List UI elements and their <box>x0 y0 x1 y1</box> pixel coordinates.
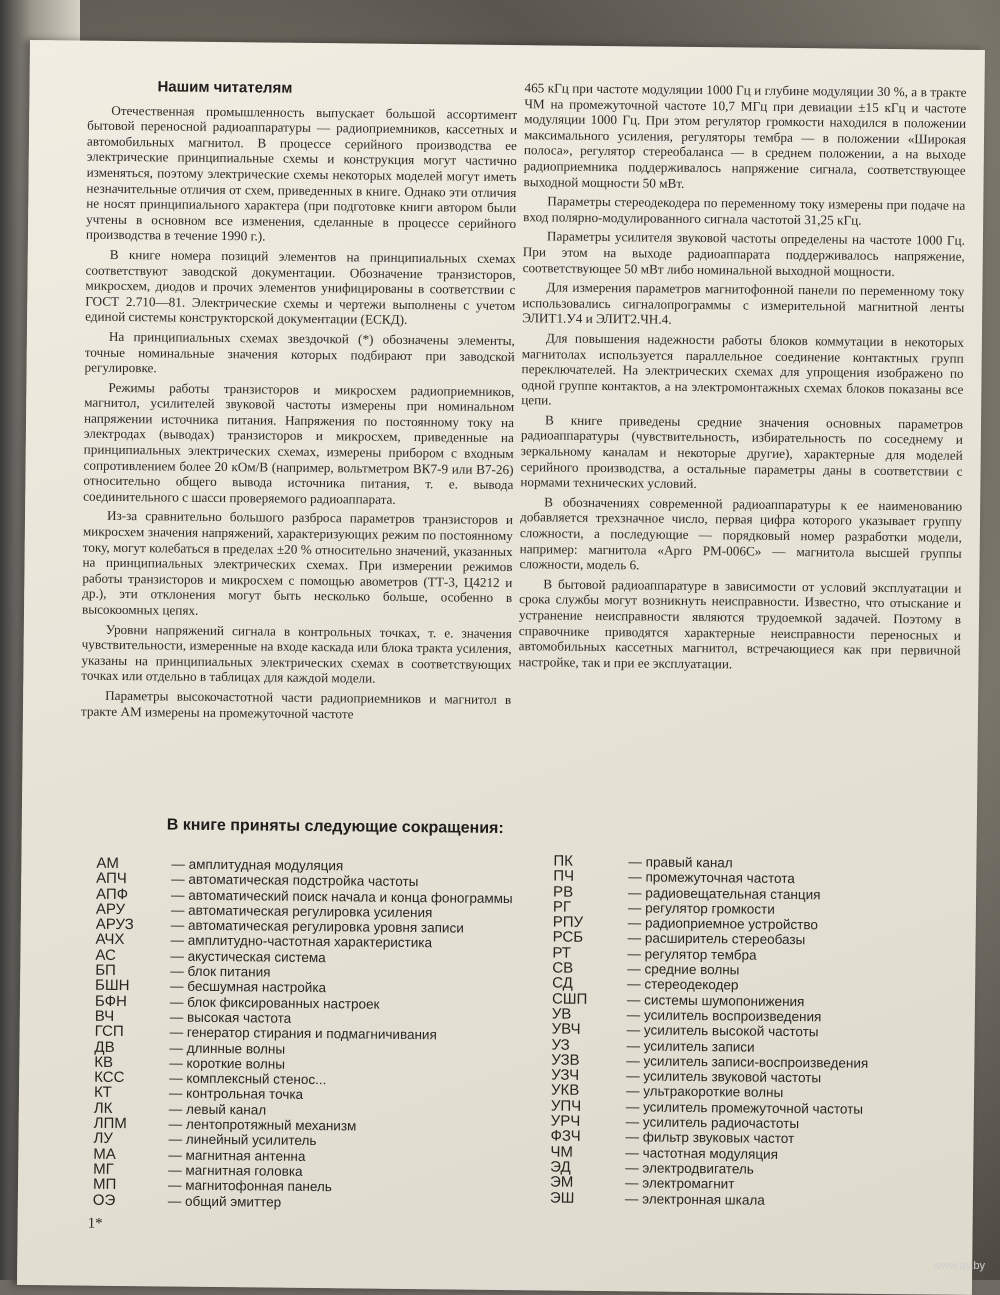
abbreviation-key: БШН <box>95 978 170 994</box>
abbreviation-key: РТ <box>552 945 627 961</box>
abbreviation-key: УВЧ <box>552 1022 627 1038</box>
abbreviation-definition: — электродвигатель <box>625 1160 970 1179</box>
paragraph: Из-за сравнительно большого разброса параметров транзисторов и микросхем значения напряжений, характеризующих режим по постоянному току, могут колебаться в пределах ±20 % относительно значений, указанных на принципиальных электрических схемах. При измерении режимов работы транзисторов и микросхем с помощью авометров (ТТ-3, Ц4212 и др.), эти отклонения могут быть несколько больше, особенно в высокоомных цепях. <box>82 508 513 622</box>
abbreviation-key: ЛУ <box>93 1131 168 1147</box>
abbreviation-key: ОЭ <box>93 1192 168 1208</box>
abbreviation-definition: — амплитудная модуляция <box>171 857 536 876</box>
abbreviation-key: ЭМ <box>550 1175 625 1191</box>
abbreviation-key: АРУ <box>96 902 171 918</box>
page-number: 1* <box>88 1216 103 1233</box>
abbreviation-key: АЧХ <box>96 932 171 948</box>
abbreviation-definition: — амплитудно-частотная характеристика <box>170 933 535 952</box>
abbreviations-right-list <box>550 854 974 1210</box>
abbreviation-key: ДВ <box>94 1039 169 1055</box>
paragraph: Уровни напряжений сигнала в контрольных точках, т. е. значения чувствительности, измеренные на входе каскада или блока тракта усиления, указаны на принципиальных электрических схемах в соответствующих точках или отдельно в таблицах для каждой модели. <box>81 621 512 688</box>
abbreviation-definition: — усилитель воспроизведения <box>627 1007 972 1026</box>
abbreviation-row <box>550 1190 970 1210</box>
abbreviation-key: УРЧ <box>551 1114 626 1130</box>
abbreviation-key: ЭШ <box>550 1190 625 1206</box>
paragraph: В обозначениях современной радиоаппаратуры к ее наименованию добавляется трехзначное число, первая цифра которого указывает группу сложности, а последующие — порядковый номер разработки модели, например: магнитола «Арго РМ-006С» — магнитола высшей группы сложности, модель 6. <box>519 494 962 577</box>
paragraph: Для измерения параметров магнитофонной панели по переменному току использовались сигналопрограммы с измерительной магнитной ленты ЭЛИТ1.У4 и ЭЛИТ2.ЧН.4. <box>522 279 964 330</box>
abbreviation-key: СШП <box>552 991 627 1007</box>
abbreviation-definition: — левый канал <box>169 1101 534 1120</box>
left-column <box>81 79 518 728</box>
abbreviation-key: АРУЗ <box>96 917 171 933</box>
abbreviation-definition: — правый канал <box>628 854 973 873</box>
abbreviation-key: УЗ <box>551 1037 626 1053</box>
abbreviation-key: ФЗЧ <box>550 1129 625 1145</box>
abbreviation-definition: — промежуточная частота <box>628 870 973 889</box>
abbreviation-definition: — расширитель стереобазы <box>628 931 973 950</box>
abbreviation-definition: — короткие волны <box>169 1055 534 1074</box>
abbreviation-definition: — системы шумопонижения <box>627 992 972 1011</box>
abbreviation-definition: — стереодекодер <box>627 977 972 996</box>
abbreviation-key: ПЧ <box>553 869 628 885</box>
abbreviation-definition: — контрольная точка <box>169 1086 534 1105</box>
abbreviation-key: РВ <box>553 884 628 900</box>
abbreviation-definition: — лентопротяжный механизм <box>169 1117 534 1136</box>
abbreviation-key: АС <box>95 948 170 964</box>
paragraph: 465 кГц при частоте модуляции 1000 Гц и глубине модуляции 30 %, а в тракте ЧМ на промежуточной частоте 10,7 МГц при девиации ±15 кГц и частоте модуляции 1000 Гц. При этом регулятор громкости находился в положении максимального усиления, регуляторы тембра — в положении «Широкая полоса», регулятор стереобаланса — в среднем положении, а на выходе радиоприемника поддерживалось напряжение сигнала, соответствующее выходной мощности 50 мВт. <box>523 80 966 194</box>
abbreviation-definition: — усилитель звуковой частоты <box>626 1068 971 1087</box>
abbreviation-definition: — электромагнит <box>625 1176 970 1195</box>
abbreviation-definition: — комплексный стенос... <box>169 1071 534 1090</box>
abbreviation-definition: — магнитная антенна <box>168 1147 533 1166</box>
paragraph: Параметры стереодекодера по переменному току измерены при подаче на вход полярно-модулированного сигнала частотой 31,25 кГц. <box>523 193 965 229</box>
abbreviation-definition: — частотная модуляция <box>625 1145 970 1164</box>
abbreviation-definition: — общий эмиттер <box>168 1193 533 1212</box>
watermark: www.ay.by <box>933 1260 985 1272</box>
abbreviation-definition: — блок фиксированных настроек <box>170 994 535 1013</box>
abbreviation-definition: — усилитель радиочастоты <box>626 1114 971 1133</box>
abbreviation-key: УЗЧ <box>551 1068 626 1084</box>
abbreviation-key: МП <box>93 1177 168 1193</box>
paragraph: Режимы работы транзисторов и микросхем радиоприемников, магнитол, усилителей звуковой частоты измерены при номинальном напряжении источника питания. Напряжения по постоянному току на электродах (выводах) транзисторов и микросхем, приведенные на принципиальных электрических схемах, измерены прибором с входным сопротивлением более 20 кОм/В (например, вольтметром ВК7-9 или В7-26) относительно общего вывода источника питания, т. е. вывода соединительного с шасси проверяемого радиоаппарата. <box>83 379 514 508</box>
abbreviation-key: ГСП <box>95 1024 170 1040</box>
abbreviation-key: ЛК <box>94 1100 169 1116</box>
abbreviations-left-list <box>93 856 537 1212</box>
abbreviation-key: МА <box>93 1146 168 1162</box>
abbreviation-definition: — фильтр звуковых частот <box>625 1130 970 1149</box>
abbreviation-definition: — автоматическая подстройка частоты <box>171 872 536 891</box>
abbreviation-key: ЭД <box>550 1159 625 1175</box>
abbreviation-definition: — высокая частота <box>170 1009 535 1028</box>
paragraph: Параметры усилителя звуковой частоты определены на частоте 1000 Гц. При этом на выходе радиоаппарата поддерживалось напряжение, соответствующее 50 мВт либо номинальной выходной мощности. <box>523 229 965 280</box>
abbreviation-key: СВ <box>552 961 627 977</box>
abbreviation-key: УВ <box>552 1006 627 1022</box>
abbreviation-definition: — регулятор тембра <box>627 946 972 965</box>
abbreviation-key: КТ <box>94 1085 169 1101</box>
abbreviation-definition: — линейный усилитель <box>168 1132 533 1151</box>
paragraph: Для повышения надежности работы блоков коммутации в некоторых магнитолах используется параллельное соединение контактных групп переключателей. На электрических схемах для упрощения изображено по одной группе контактов, а на электромонтажных схемах блоков показаны все цепи. <box>521 330 964 413</box>
abbreviation-key: АМ <box>96 856 171 872</box>
abbreviation-key: БП <box>95 963 170 979</box>
page-heading: Нашим читателям <box>157 79 517 98</box>
abbreviation-definition: — усилитель записи-воспроизведения <box>626 1053 971 1072</box>
abbreviation-definition: — усилитель промежуточной частоты <box>626 1099 971 1118</box>
abbreviation-definition: — магнитная головка <box>168 1162 533 1181</box>
abbreviation-key: МГ <box>93 1162 168 1178</box>
abbreviation-row <box>93 1192 533 1212</box>
abbreviation-key: РГ <box>553 899 628 915</box>
abbreviation-key: УКВ <box>551 1083 626 1099</box>
abbreviation-definition: — усилитель высокой частоты <box>627 1023 972 1042</box>
abbreviation-definition: — длинные волны <box>169 1040 534 1059</box>
abbreviation-key: БФН <box>95 993 170 1009</box>
abbreviation-key: КВ <box>94 1055 169 1071</box>
abbreviation-key: ПК <box>553 854 628 870</box>
abbreviation-definition: — генератор стирания и подмагничивания <box>170 1025 535 1044</box>
abbreviation-key: УЗВ <box>551 1052 626 1068</box>
right-column <box>518 80 966 678</box>
abbreviation-key: УПЧ <box>551 1098 626 1114</box>
abbreviation-key: ВЧ <box>95 1009 170 1025</box>
abbreviation-definition: — средние волны <box>627 961 972 980</box>
paragraph: Параметры высокочастотной части радиоприемников и магнитол в тракте АМ измерены на промежуточной частоте <box>81 688 511 724</box>
paragraph: В книге номера позиций элементов на принципиальных схемах соответствуют заводской документации. Обозначение транзисторов, микросхем, диодов и прочих элементов унифицированы в соответствии с ГОСТ 2.710—81. Электрические схемы и чертежи выполнены с учетом единой системы конструкторской документации (ЕСКД). <box>85 247 516 329</box>
abbreviation-definition: — акустическая система <box>170 948 535 967</box>
book-page <box>17 40 985 1295</box>
abbreviation-definition: — магнитофонная панель <box>168 1178 533 1197</box>
abbreviation-definition: — регулятор громкости <box>628 900 973 919</box>
abbreviation-key: АПФ <box>96 886 171 902</box>
abbreviation-key: ЧМ <box>550 1144 625 1160</box>
abbreviation-key: АПЧ <box>96 871 171 887</box>
abbreviation-definition: — радиоприемное устройство <box>628 915 973 934</box>
abbreviation-definition: — бесшумная настройка <box>170 979 535 998</box>
paragraph: Отечественная промышленность выпускает большой ассортимент бытовой переносной радиоаппаратуры — радиоприемников, кассетных и автомобильных магнитол. В процессе серийного производства ее электрические принципиальные схемы и конструкция могут частично изменяться, поэтому электрические схемы некоторых моделей могут иметь незначительные отличия от схем, приведенных в книге. Однако эти отличия не носят принципиального характера (при подготовке книги автором были учтены в основном все изменения, сделанные в процессе серийного производства в течение 1990 г.). <box>86 102 517 247</box>
abbreviation-definition: — радиовещательная станция <box>628 885 973 904</box>
paragraph: На принципиальных схемах звездочкой (*) обозначены элементы, точные номинальные значения которых подбирают при заводской регулировке. <box>84 328 514 379</box>
abbreviation-definition: — автоматическая регулировка уровня записи <box>171 918 536 937</box>
abbreviations-heading: В книге приняты следующие сокращения: <box>167 816 504 838</box>
abbreviation-definition: — электронная шкала <box>625 1191 970 1210</box>
paragraph: В книге приведены средние значения основных параметров радиоаппаратуры (чувствительность, избирательность по соседнему и зеркальному каналам и некоторые другие), характерные для моделей серийного производства, а остальные параметры даны в соответствии с нормами технических условий. <box>520 412 963 495</box>
abbreviation-definition: — блок питания <box>170 964 535 983</box>
abbreviation-definition: — автоматический поиск начала и конца фонограммы <box>171 887 536 906</box>
abbreviation-key: ЛПМ <box>94 1116 169 1132</box>
abbreviation-key: РСБ <box>553 930 628 946</box>
abbreviation-key: РПУ <box>553 915 628 931</box>
paragraph: В бытовой радиоаппаратуре в зависимости от условий эксплуатации и срока службы могут возникнуть неисправности. Известно, что отыскание и устранение неисправности являются трудоемкой задачей. Поэтому в справочнике приводятся характерные неисправности переносных и автомобильных кассетных магнитол, встречающиеся как при первичной настройке, так и при ее эксплуатации. <box>518 576 961 674</box>
abbreviation-definition: — ультракороткие волны <box>626 1084 971 1103</box>
abbreviation-definition: — усилитель записи <box>626 1038 971 1057</box>
abbreviation-key: СД <box>552 976 627 992</box>
abbreviation-definition: — автоматическая регулировка усиления <box>171 902 536 921</box>
abbreviation-key: КСС <box>94 1070 169 1086</box>
